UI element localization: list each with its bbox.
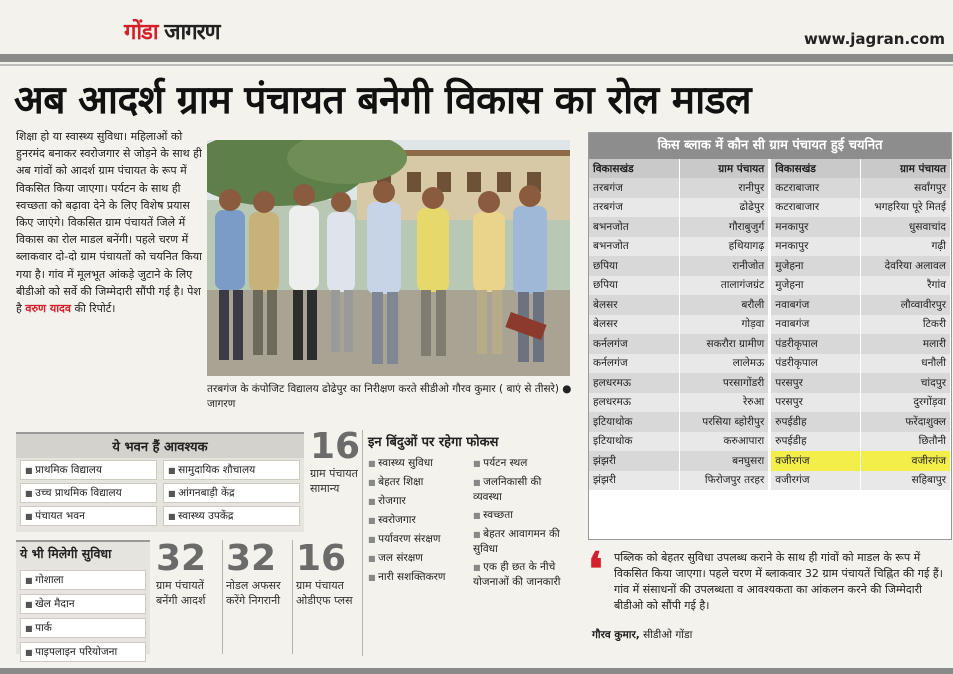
focus-item: ■ स्वच्छता [473, 508, 572, 523]
masthead [0, 0, 953, 54]
photo-credit: ● जागरण [207, 383, 572, 410]
cell-panchayat: सकरौरा ग्रामीण [679, 334, 769, 354]
building-item: ■ स्वास्थ्य उपकेंद्र [163, 506, 300, 526]
cell-block: इटियाथोक [589, 432, 679, 452]
focus-item: ■ नारी सशक्तिकरण [368, 570, 467, 585]
stat-general-panchayat [310, 428, 368, 496]
focus-item: ■ रोजगार [368, 494, 467, 509]
reporter-name: वरुण यादव [25, 302, 72, 316]
cell-panchayat: टिकरी [860, 315, 950, 335]
cell-panchayat: फिरोजपुर तरहर [679, 471, 769, 491]
col-header-block: विकासखंड [589, 159, 679, 178]
stat-nodal-officers [226, 540, 292, 608]
table-row [589, 276, 951, 296]
cell-block: बेलसर [589, 295, 679, 315]
cell-block: इटियाथोक [589, 412, 679, 432]
stat-odf-plus [296, 540, 358, 608]
col-header-block: विकासखंड [770, 159, 860, 178]
table-row [589, 412, 951, 432]
cell-block: वजीरगंज [770, 451, 860, 471]
cell-block: कटराबाजार [770, 198, 860, 218]
cell-block: पंडरीकृपाल [770, 334, 860, 354]
cell-panchayat: छितौनी [860, 432, 950, 452]
table-row [589, 217, 951, 237]
cell-panchayat: तालागंजग्रंट [679, 276, 769, 296]
col-header-panchayat: ग्राम पंचायत [679, 159, 769, 178]
headline: अब आदर्श ग्राम पंचायत बनेगी विकास का रोल माडल [14, 78, 752, 123]
brand-part-1: गोंडा [124, 20, 158, 45]
table-row [589, 315, 951, 335]
brand-part-2: जागरण [164, 20, 220, 45]
divider [222, 540, 223, 654]
cell-panchayat: दुरगोंड़वा [860, 393, 950, 413]
caption-text: तरबगंज के कंपोजिट विद्यालय ढोढेपुर का निरीक्षण करते सीडीओ गौरव कुमार ( बाएं से तीसरे) [207, 383, 559, 395]
required-buildings-box [16, 432, 304, 532]
table-row [589, 373, 951, 393]
site-url: www.jagran.com [803, 30, 945, 48]
facility-item: ■ पाइपलाइन परियोजना [20, 642, 146, 662]
stat-value: 16 [296, 538, 347, 579]
cell-block: मनकापुर [770, 237, 860, 257]
cell-panchayat: लौव्वावीरपुर [860, 295, 950, 315]
facility-item: ■ गोशाला [20, 570, 146, 590]
cell-panchayat: मलारी [860, 334, 950, 354]
quote-mark-icon: ❛ [588, 542, 603, 596]
cell-panchayat: हथियागढ़ [679, 237, 769, 257]
building-item: ■ सामुदायिक शौचालय [163, 460, 300, 480]
cell-panchayat: गढ़ी [860, 237, 950, 257]
cell-panchayat: देवरिया अलावल [860, 256, 950, 276]
cell-panchayat: चांदपुर [860, 373, 950, 393]
stat-label: नोडल अफसर करेंगे निगरानी [226, 579, 281, 607]
news-photo [207, 140, 570, 376]
cell-block: तरबगंज [589, 198, 679, 218]
focus-points-title: इन बिंदुओं पर रहेगा फोकस [368, 435, 499, 450]
cell-block: छपिया [589, 256, 679, 276]
cell-block: छपिया [589, 276, 679, 296]
table-row [589, 432, 951, 452]
cell-panchayat: सहिबापुर [860, 471, 950, 491]
stat-label: ग्राम पंचायत सामान्य [310, 467, 358, 495]
cell-panchayat: परसिया ब्होरीपुर [679, 412, 769, 432]
cell-panchayat: रैगांव [860, 276, 950, 296]
cell-panchayat: बनघुसरा [679, 451, 769, 471]
cell-block: बेलसर [589, 315, 679, 335]
cell-panchayat: ढोढेपुर [679, 198, 769, 218]
cell-block: बभनजोत [589, 237, 679, 257]
focus-item: ■ बेहतर आवागमन की सुविधा [473, 527, 572, 556]
cell-block: मनकापुर [770, 217, 860, 237]
cell-panchayat: परसागोंडरी [679, 373, 769, 393]
divider [292, 540, 293, 654]
body-text-after: की रिपोर्ट। [71, 302, 116, 316]
cell-panchayat: बरौली [679, 295, 769, 315]
building-item: ■ उच्च प्राथमिक विद्यालय [20, 483, 157, 503]
stat-label: ग्राम पंचायत ओडीएफ प्लस [296, 579, 353, 607]
quote-attribution [592, 628, 692, 642]
required-buildings-title: ये भवन हैं आवश्यक [16, 434, 304, 458]
table-row [589, 198, 951, 218]
stat-label: ग्राम पंचायतें बनेंगी आदर्श [156, 579, 206, 607]
cell-block: मुजेहना [770, 256, 860, 276]
cell-panchayat: सर्वांगपुर [860, 178, 950, 198]
top-rule-thin [0, 64, 953, 66]
focus-item: ■ जल संरक्षण [368, 551, 467, 566]
cell-block: पंडरीकृपाल [770, 354, 860, 374]
bottom-rule [0, 668, 953, 674]
table-row [589, 256, 951, 276]
body-text-before: शिक्षा हो या स्वास्थ्य सुविधा। महिलाओं को हुनरमंद बनाकर स्वरोजगार से जोड़ने के साथ ही अब गांवों को आदर्श ग्राम पंचायत के रूप में विकसित किया जाएगा। पर्यटन के साथ ही स्वच्छता को बढ़ावा देने के लिए विशेष प्रयास किए जाएंगे। विकसित ग्राम पंचायतें जिले में विकास का रोल माडल बनेंगी। पहले चरण में ब्लाकवार दो-दो ग्राम पंचायतों को चयनित किया गया है। गांव में मूलभूत आंकड़े जुटाने के लिए बीडीओ को सर्वे की जिम्मेदारी सौंपी गई है। पेश है [16, 130, 202, 316]
cell-block: झंझरी [589, 451, 679, 471]
focus-item: ■ जलनिकासी की व्यवस्था [473, 475, 572, 504]
table-row [589, 237, 951, 257]
cell-block: रुपईडीह [770, 432, 860, 452]
selected-panchayat-table [589, 159, 951, 490]
cell-panchayat: करुआपारा [679, 432, 769, 452]
facilities-box [16, 540, 150, 658]
col-header-panchayat: ग्राम पंचायत [860, 159, 950, 178]
stat-model-panchayat [156, 540, 222, 608]
photo-caption [207, 382, 572, 412]
cell-block: नवाबगंज [770, 315, 860, 335]
table-row [589, 295, 951, 315]
stat-value: 32 [156, 538, 207, 579]
table-row [589, 334, 951, 354]
cell-block: बभनजोत [589, 217, 679, 237]
table-title: किस ब्लाक में कौन सी ग्राम पंचायत हुई चयनित [589, 133, 951, 159]
cell-block: कर्नलगंज [589, 354, 679, 374]
cell-block: मुजेहना [770, 276, 860, 296]
cell-block: परसपुर [770, 373, 860, 393]
stat-value: 16 [310, 426, 361, 467]
cell-panchayat: गौराबुजुर्ग [679, 217, 769, 237]
cell-panchayat: भगहरिया पूरे मितई [860, 198, 950, 218]
quote-name: गौरव कुमार, [592, 629, 640, 641]
cell-block: रुपईडीह [770, 412, 860, 432]
cell-block: परसपुर [770, 393, 860, 413]
building-item: ■ पंचायत भवन [20, 506, 157, 526]
cell-block: वजीरगंज [770, 471, 860, 491]
cell-block: झंझरी [589, 471, 679, 491]
focus-item: ■ बेहतर शिक्षा [368, 475, 467, 490]
cell-panchayat: धुसवाचांद [860, 217, 950, 237]
building-item: ■ प्राथमिक विद्यालय [20, 460, 157, 480]
cell-panchayat: वजीरगंज [860, 451, 950, 471]
facility-item: ■ खेल मैदान [20, 594, 146, 614]
table-row [589, 471, 951, 491]
cell-panchayat: गोड़वा [679, 315, 769, 335]
table-row [589, 451, 951, 471]
top-rule [0, 54, 953, 62]
focus-item: ■ पर्यावरण संरक्षण [368, 532, 467, 547]
quote-text: पब्लिक को बेहतर सुविधा उपलब्ध कराने के साथ ही गांवों को माडल के रूप में विकसित किया जाएगा। पहले चरण में ब्लाकवार 32 ग्राम पंचायतें चिह्नित की गई हैं। गांव में संसाधनों की उपलब्धता व आवश्यकता का आंकलन करने की जिम्मेदारी बीडीओ को सौंपी गई है। [614, 551, 943, 612]
focus-item: ■ स्वरोजगार [368, 513, 467, 528]
table-header-row [589, 159, 951, 178]
cell-block: हलधरमऊ [589, 373, 679, 393]
cell-block: नवाबगंज [770, 295, 860, 315]
facilities-title: ये भी मिलेगी सुविधा [20, 546, 112, 561]
cell-panchayat: रेरुआ [679, 393, 769, 413]
divider [362, 430, 363, 656]
cell-panchayat: रानीजोत [679, 256, 769, 276]
selected-panchayat-table-box [588, 132, 952, 540]
brand-logo [124, 16, 220, 46]
article-body [16, 128, 204, 317]
table-row [589, 178, 951, 198]
cell-block: तरबगंज [589, 178, 679, 198]
focus-points-box [368, 432, 572, 654]
quote-designation: सीडीओ गोंडा [639, 629, 693, 641]
focus-item: ■ पर्यटन स्थल [473, 456, 572, 471]
cell-block: कटराबाजार [770, 178, 860, 198]
stat-value: 32 [226, 538, 277, 579]
cell-panchayat: रानीपुर [679, 178, 769, 198]
cell-panchayat: लालेमऊ [679, 354, 769, 374]
cell-panchayat: धनौली [860, 354, 950, 374]
focus-item: ■ एक ही छत के नीचे योजनाओं की जानकारी [473, 560, 572, 589]
facility-item: ■ पार्क [20, 618, 146, 638]
cell-panchayat: फरेंदाशुक्ल [860, 412, 950, 432]
cdo-quote [588, 542, 952, 658]
focus-item: ■ स्वास्थ्य सुविधा [368, 456, 467, 471]
table-row [589, 354, 951, 374]
cell-block: कर्नलगंज [589, 334, 679, 354]
building-item: ■ आंगनबाड़ी केंद्र [163, 483, 300, 503]
table-row [589, 393, 951, 413]
cell-block: हलधरमऊ [589, 393, 679, 413]
